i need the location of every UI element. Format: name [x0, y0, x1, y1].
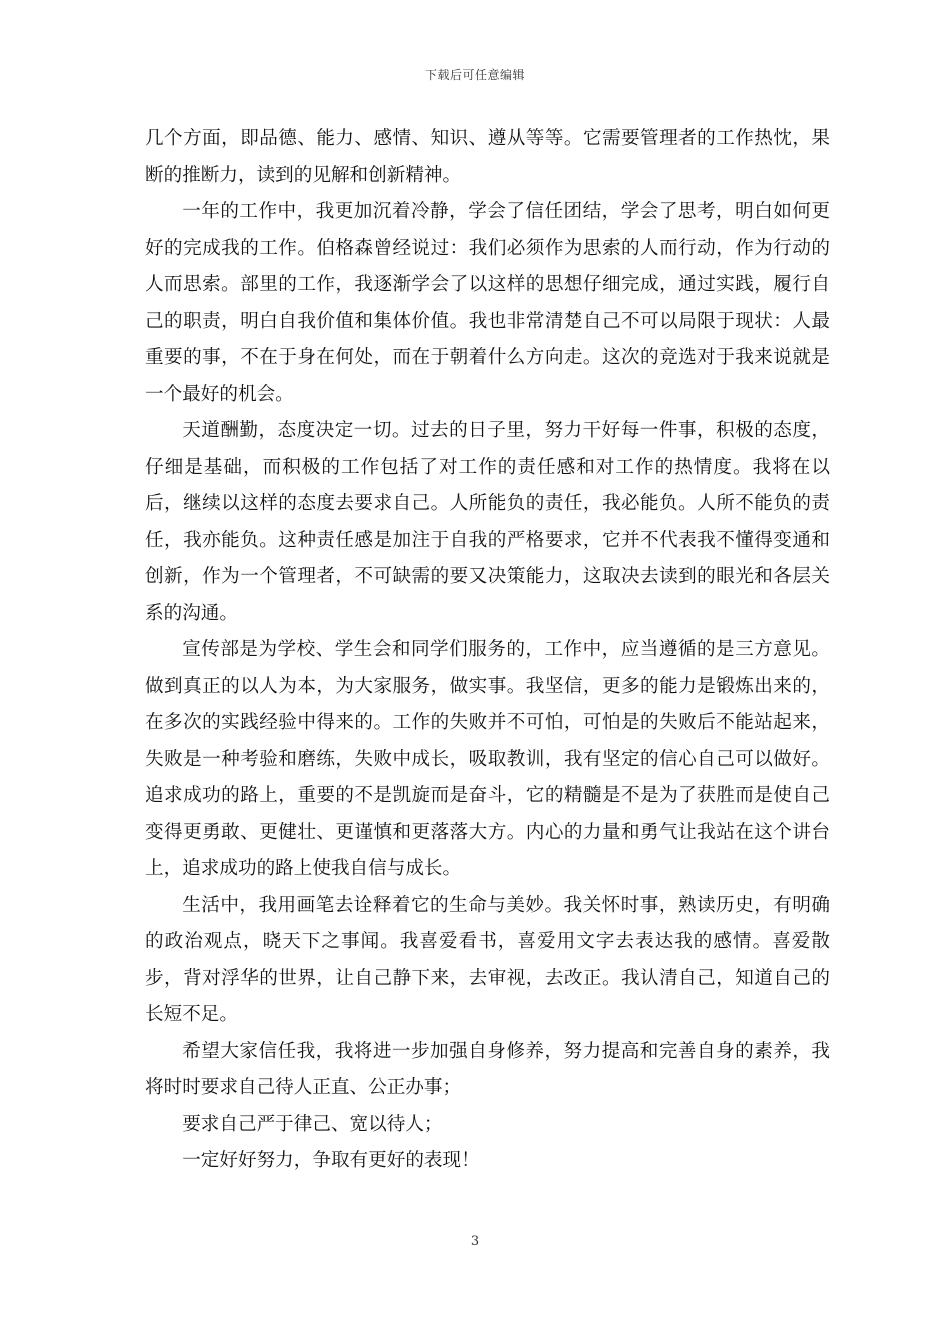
document-body: [145, 121, 830, 1180]
paragraph-3: 天道酬勤，态度决定一切。过去的日子里，努力干好每一件事，积极的态度，仔细是基础，而积极的工作包括了对工作的责任感和对工作的热情度。我将在以后，继续以这样的态度去要求自己。人所能负的责任，我必能负。人所不能负的责任，我亦能负。这种责任感是加注于自我的严格要求，它并不代表我不懂得变通和创新，作为一个管理者，不可缺需的要又决策能力，这取决去读到的眼光和各层关系的沟通。: [145, 420, 830, 624]
page-number: 3: [470, 1234, 480, 1249]
paragraph-5: 生活中，我用画笔去诠释着它的生命与美妙。我关怀时事，熟读历史，有明确的政治观点，晓天下之事闻。我喜爱看书，喜爱用文字去表达我的感情。喜爱散步，背对浮华的世界，让自己静下来，去审视，去改正。我认清自己，知道自己的长短不足。: [145, 894, 830, 1025]
paragraph-1: 几个方面，即品德、能力、感情、知识、遵从等等。它需要管理者的工作热忱，果断的推断力，读到的见解和创新精神。: [145, 128, 830, 186]
paragraph-2: 一年的工作中，我更加沉着冷静，学会了信任团结，学会了思考，明白如何更好的完成我的工作。伯格森曾经说过：我们必须作为思索的人而行动，作为行动的人而思索。部里的工作，我逐渐学会了以这样的思想仔细完成，通过实践，履行自己的职责，明白自我价值和集体价值。我也非常清楚自己不可以局限于现状：人最重要的事，不在于身在何处，而在于朝着什么方向走。这次的竞选对于我来说就是一个最好的机会。: [145, 201, 830, 405]
paragraph-7: 要求自己严于律己、宽以待人；: [182, 1113, 443, 1135]
paragraph-8: 一定好好努力，争取有更好的表现！: [182, 1150, 480, 1171]
paragraph-6: 希望大家信任我，我将进一步加强自身修养，努力提高和完善自身的素养，我将时时要求自己待人正直、公正办事；: [145, 1040, 830, 1098]
paragraph-4: 宣传部是为学校、学生会和同学们服务的，工作中，应当遵循的是三方意见。做到真正的以人为本，为大家服务，做实事。我坚信，更多的能力是锻炼出来的，在多次的实践经验中得来的。工作的失败并不可怕，可怕是的失败后不能站起来，失败是一种考验和磨练，失败中成长，吸取教训，我有坚定的信心自己可以做好。追求成功的路上，重要的不是凯旋而是奋斗，它的精髓是不是为了获胜而是使自己变得更勇敢、更健壮、更谨慎和更落落大方。内心的力量和勇气让我站在这个讲台上，追求成功的路上使我自信与成长。: [145, 639, 830, 879]
page-header: 下载后可任意编辑: [424, 68, 525, 82]
